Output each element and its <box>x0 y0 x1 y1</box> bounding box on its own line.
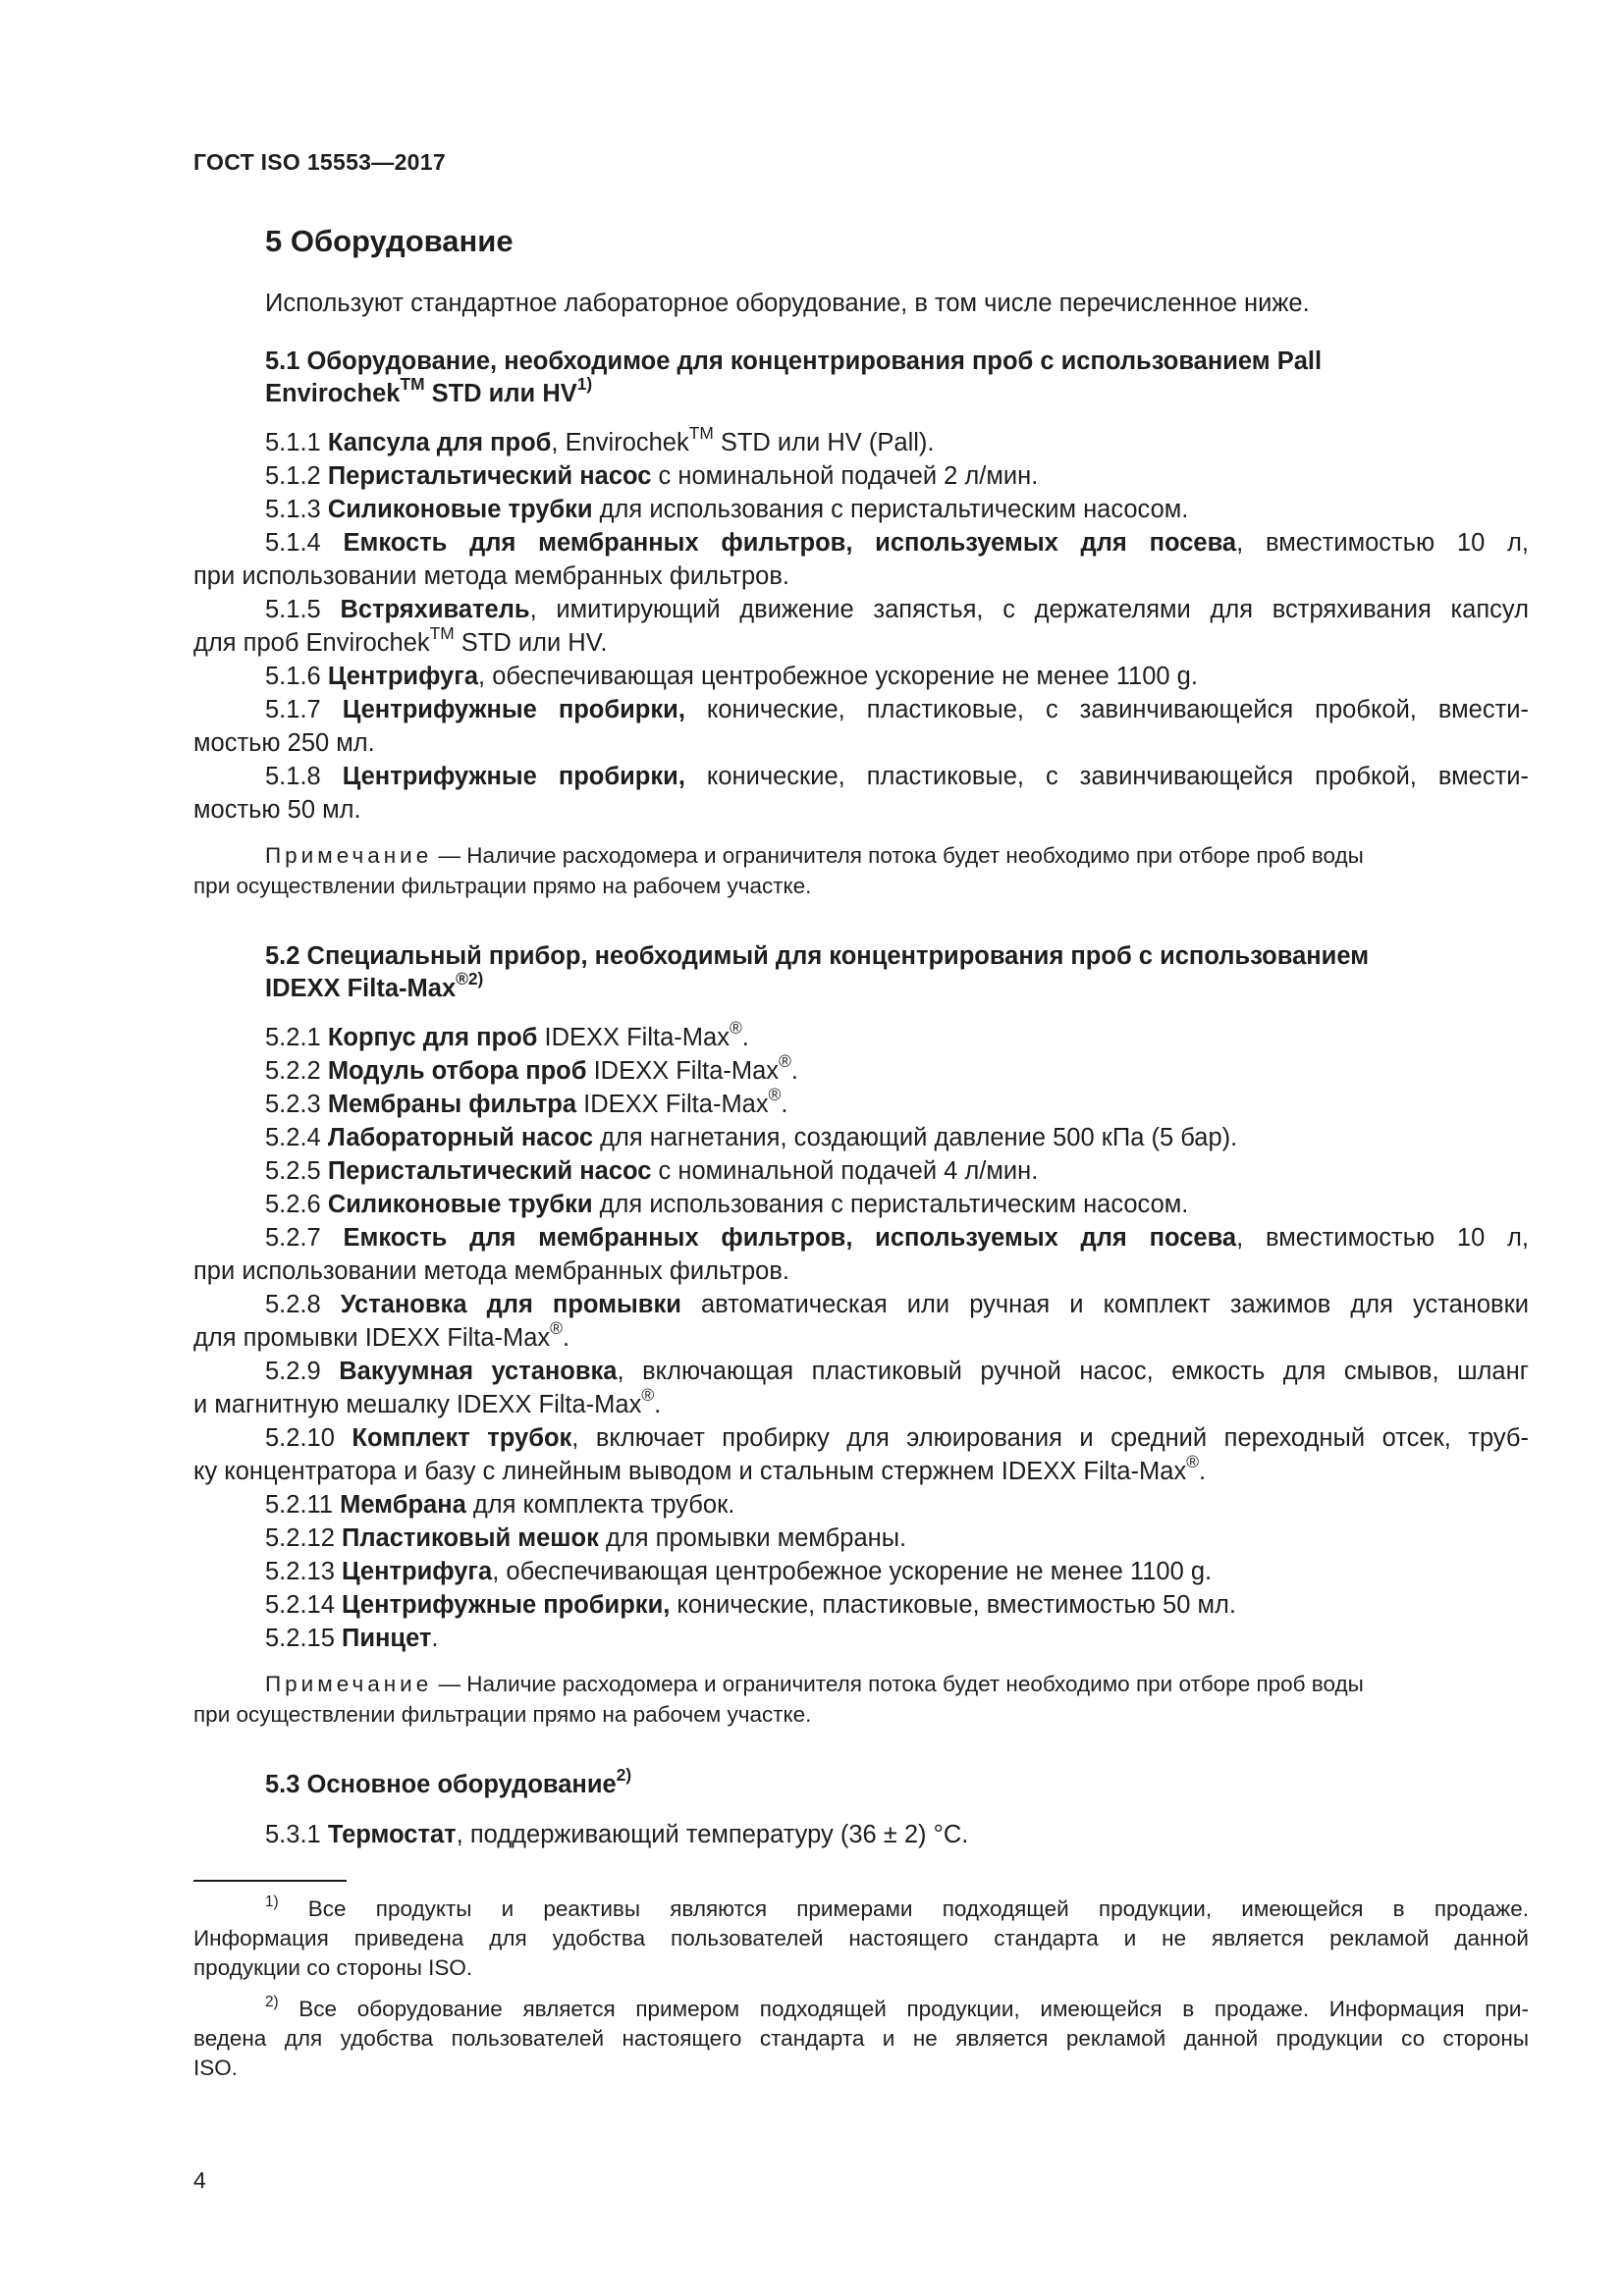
list-item-continuation: мостью 50 мл. <box>193 796 361 824</box>
list-item-continuation: при использовании метода мембранных фильтров. <box>193 1257 789 1285</box>
list-item: 5.2.12 Пластиковый мешок для промывки мембраны. <box>265 1524 907 1552</box>
list-item: 5.2.1 Корпус для проб IDEXX Filta-Max®. <box>265 1018 749 1051</box>
note-continuation: при осуществлении фильтрации прямо на рабочем участке. <box>193 1702 812 1727</box>
list-item: 5.1.4 Емкость для мембранных фильтров, используемых для посева, вместимостью 10 л, <box>265 529 1529 557</box>
list-item-continuation: для промывки IDEXX Filta-Max®. <box>193 1318 570 1352</box>
subsection-5-3-title: 5.3 Основное оборудование$^{2)}$ <box>265 1765 632 1798</box>
footnote-2: $^{2)}$ Все оборудование является примером подходящей продукции, имеющейся в продаже. Информация при- ведена для удобства пользователей настоящего стандарта и не является рекламой данной продукции со стороны ISO. <box>193 1993 1529 2080</box>
list-item: 5.2.10 Комплект трубок, включает пробирку для элюирования и средний переходный отсек, труб- <box>265 1424 1529 1452</box>
list-item: 5.2.6 Силиконовые трубки для использования с перистальтическим насосом. <box>265 1191 1189 1218</box>
list-item: 5.3.1 Термостат, поддерживающий температуру (36 ± 2) °C. <box>265 1821 969 1848</box>
list-item: 5.1.6 Центрифуга, обеспечивающая центробежное ускорение не менее 1100 g. <box>265 663 1198 690</box>
document-code: ГОСТ ISO 15553—2017 <box>193 149 446 175</box>
note: Примечание — Наличие расходомера и ограничителя потока будет необходимо при отборе проб воды <box>265 843 1364 868</box>
list-item: 5.2.11 Мембрана для комплекта трубок. <box>265 1491 735 1519</box>
note: Примечание — Наличие расходомера и ограничителя потока будет необходимо при отборе проб воды <box>265 1672 1364 1696</box>
list-item: 5.1.7 Центрифужные пробирки, конические, пластиковые, с завинчивающейся пробкой, вмести- <box>265 696 1530 723</box>
list-item: 5.1.3 Силиконовые трубки для использования с перистальтическим насосом. <box>265 496 1189 523</box>
subsection-5-2-title: 5.2 Специальный прибор, необходимый для концентрирования проб с использованием IDEXX Filta-Max$^{®2)}$ <box>265 942 1370 1002</box>
list-item: 5.2.13 Центрифуга, обеспечивающая центробежное ускорение не менее 1100 g. <box>265 1558 1213 1585</box>
list-item-continuation: при использовании метода мембранных фильтров. <box>193 562 789 590</box>
list-item: 5.1.8 Центрифужные пробирки, конические, пластиковые, с завинчивающейся пробкой, вмести- <box>265 763 1530 790</box>
list-item: 5.2.8 Установка для промывки автоматическая или ручная и комплект зажимов для установки <box>265 1291 1529 1318</box>
list-item: 5.1.1 Капсула для проб, Envirochek™ STD или HV (Pall). <box>265 423 935 456</box>
list-item-continuation: для проб Envirochek™ STD или HV. <box>193 623 608 657</box>
list-item: 5.2.2 Модуль отбора проб IDEXX Filta-Max®. <box>265 1051 798 1085</box>
page-number: 4 <box>193 2167 206 2193</box>
list-item-continuation: ку концентратора и базу с линейным выводом и стальным стержнем IDEXX Filta-Max®. <box>193 1452 1207 1485</box>
list-item: 5.2.3 Мембраны фильтра IDEXX Filta-Max®. <box>265 1085 788 1118</box>
list-item-continuation: мостью 250 мл. <box>193 729 375 757</box>
list-item-continuation: и магнитную мешалку IDEXX Filta-Max®. <box>193 1385 662 1418</box>
footnote-1: $^{1)}$ Все продукты и реактивы являются примерами подходящей продукции, имеющейся в продаже. Информация приведена для удобства пользователей настоящего стандарта и не является рекламой данной продукции со стороны ISO. <box>193 1893 1529 1980</box>
list-item: 5.2.4 Лабораторный насос для нагнетания, создающий давление 500 кПа (5 бар). <box>265 1124 1238 1151</box>
list-item: 5.2.9 Вакуумная установка, включающая пластиковый ручной насос, емкость для смывов, шланг <box>265 1358 1529 1385</box>
footnote-separator <box>193 1880 347 1882</box>
section-intro: Используют стандартное лабораторное оборудование, в том числе перечисленное ниже. <box>265 290 1310 317</box>
list-item: 5.2.15 Пинцет. <box>265 1625 439 1652</box>
list-item: 5.2.7 Емкость для мембранных фильтров, используемых для посева, вместимостью 10 л, <box>265 1224 1529 1252</box>
list-item: 5.1.2 Перистальтический насос с номинальной подачей 2 л/мин. <box>265 462 1039 490</box>
list-item: 5.1.5 Встряхиватель, имитирующий движение запястья, с держателями для встряхивания капсул <box>265 596 1529 623</box>
note-continuation: при осуществлении фильтрации прямо на рабочем участке. <box>193 874 812 898</box>
subsection-5-1-title: 5.1 Оборудование, необходимое для концентрирования проб с использованием Pall Envirochek™ STD или HV$^{1)}$ <box>265 347 1323 407</box>
list-item: 5.2.5 Перистальтический насос с номинальной подачей 4 л/мин. <box>265 1157 1039 1185</box>
section-title: 5 Оборудование <box>265 224 514 258</box>
list-item: 5.2.14 Центрифужные пробирки, конические, пластиковые, вместимостью 50 мл. <box>265 1591 1236 1619</box>
